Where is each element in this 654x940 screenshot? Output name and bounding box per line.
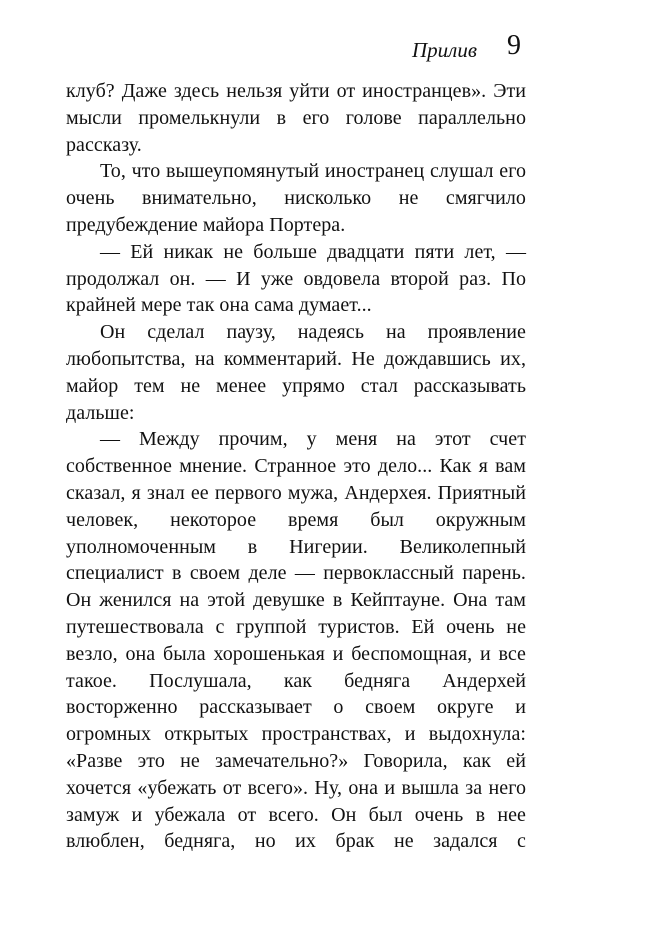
paragraph: То, что вышеупомянутый иностранец слушал его очень внимательно, нисколько не смягчило предубеждение майора Портера. xyxy=(66,160,526,236)
paragraph: Он сделал паузу, надеясь на проявление любопытства, на комментарий. Не дождавшись их, майор тем не менее упрямо стал рассказывать дальше: xyxy=(66,321,526,424)
paragraph: — Между прочим, у меня на этот счет собственное мнение. Странное это дело... Как я вам сказал, я знал ее первого мужа, Андерхея. Приятный человек, некоторое время был окружным уполномоченным в Нигерии. Великолепный специалист в своем деле — первоклассный парень. Он женился на этой девушке в Кейптауне. Она там путешествовала с группой туристов. Ей очень не везло, она была хорошенькая и беспомощная, и все такое. Послушала, как бедняга Андерхей восторженно рассказывает о своем округе и огромных открытых пространствах, и выдохнула: «Разве это не замечательно?» Говорила, как ей хочется «убежать от всего». Ну, она и вышла за него замуж и убежала от всего. Он был очень в нее влюблен, бедняга, но их брак не задался с xyxy=(66,428,526,853)
page-number: 9 xyxy=(507,30,521,61)
running-title: Прилив xyxy=(412,38,477,62)
paragraph: клуб? Даже здесь нельзя уйти от иностранцев». Эти мысли промелькнули в его голове параллельно рассказу. xyxy=(66,80,526,156)
paragraph: — Ей никак не больше двадцати пяти лет, — продолжал он. — И уже овдовела второй раз. По крайней мере так она сама думает... xyxy=(66,240,526,317)
body-text xyxy=(66,78,526,855)
